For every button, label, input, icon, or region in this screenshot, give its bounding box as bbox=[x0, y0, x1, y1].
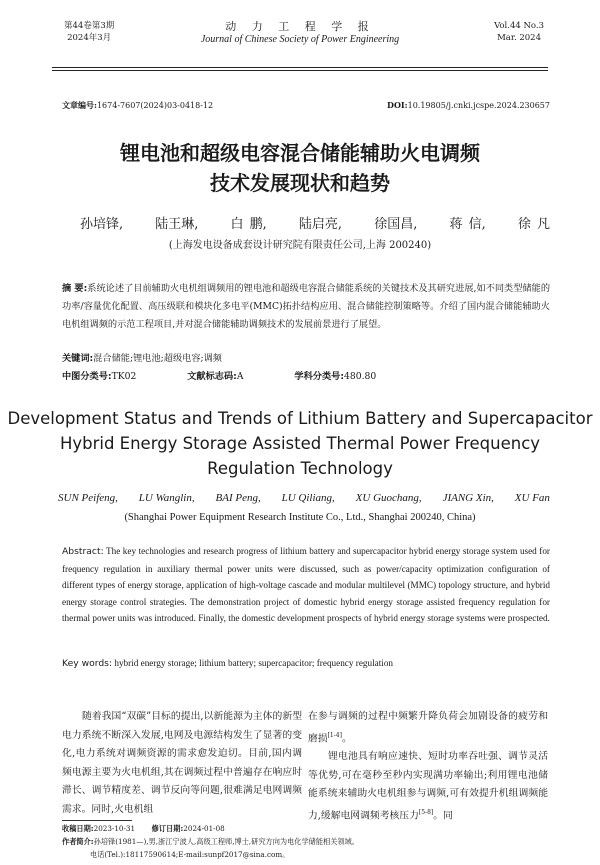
title-zh-line1: 锂电池和超级电容混合储能辅助火电调频 bbox=[120, 141, 480, 165]
volume-issue-en: Vol.44 No.3 bbox=[494, 21, 544, 31]
title-en-line1: Development Status and Trends of Lithium Battery and Supercapacitor bbox=[7, 409, 593, 428]
received-label: 收稿日期: bbox=[62, 824, 94, 833]
author-zh: 陆王琳, bbox=[155, 217, 199, 232]
keywords-en-text: hybrid energy storage; lithium battery; supercapacitor; frequency regulation bbox=[114, 658, 394, 668]
journal-name-zh: 动 力 工 程 学 报 bbox=[225, 20, 375, 33]
keywords-en-label: Key words: bbox=[62, 658, 113, 669]
body-paragraph bbox=[308, 708, 548, 748]
doc-code bbox=[187, 371, 243, 382]
footnote-contact: 电话(Tel.):18117590614;E-mail:sunpf2017@sina.com。 bbox=[90, 850, 290, 859]
author-info-label: 作者简介: bbox=[62, 837, 94, 846]
doi bbox=[387, 100, 550, 110]
author-zh: 徐 凡 bbox=[517, 217, 550, 232]
subject-code bbox=[294, 371, 376, 382]
author-en: LU Wanglin, bbox=[138, 492, 195, 504]
abstract-en-text: The key technologies and research progress of lithium battery and supercapacitor hybrid energy storage system used for frequency regulation in auxiliary thermal power units were discussed, such as power/capacity optimization configuration of different types of energy storage, application of high-voltage cascade and modular multilevel (MMC) topology structure, and hybrid energy storage control strategies. The demonstration project of domestic hybrid energy storage assisted frequency regulation for thermal power units was introduced. Finally, the domestic development prospects of hybrid energy storage systems were prospected. bbox=[62, 546, 550, 623]
clc bbox=[62, 371, 136, 382]
author-en: XU Guochang, bbox=[355, 492, 422, 504]
date-zh: 2024年3月 bbox=[67, 33, 112, 43]
abstract-zh bbox=[62, 280, 550, 334]
article-number bbox=[62, 100, 213, 111]
body-text: 在参与调频的过程中频繁升降负荷会加剧设备的疲劳和磨损 bbox=[308, 711, 548, 744]
body-text: 锂电池具有响应速快、短时功率吞吐强、调节灵活等优势,可在毫秒至秒内实现满功率输出;利用锂电池储能系统来辅助火电机组参与调频,可有效提升机组调频能力,缓解电网调频考核压力 bbox=[308, 751, 548, 822]
abstract-en bbox=[62, 543, 550, 627]
received-date: 2023-10-31 bbox=[93, 824, 136, 833]
citation: [5-8] bbox=[418, 808, 434, 816]
article-number-label: 文章编号: bbox=[62, 100, 97, 110]
revised-date: 2024-01-08 bbox=[183, 824, 225, 833]
title-en-line2: Hybrid Energy Storage Assisted Thermal Power Frequency bbox=[59, 434, 541, 453]
author-en: LU Qiliang, bbox=[281, 492, 335, 504]
citation: [1-4] bbox=[327, 731, 342, 739]
title-zh bbox=[0, 138, 600, 198]
footnote-rule bbox=[62, 820, 132, 821]
footnote-author bbox=[62, 837, 550, 847]
authors-zh bbox=[80, 213, 550, 232]
keywords-zh bbox=[62, 350, 222, 364]
body-text-end: 。同 bbox=[433, 810, 453, 822]
header-rule-thin bbox=[52, 70, 548, 71]
doc-code-label: 文献标志码: bbox=[187, 371, 237, 382]
abstract-en-label: Abstract: bbox=[62, 546, 104, 557]
abstract-zh-text: 系统论述了目前辅助火电机组调频用的锂电池和超级电容混合储能系统的关键技术及其研究进展,如不同类型储能的功率/容量优化配置、高压级联和模块化多电平(MMC)拓扑结构应用、混合储能控制策略等。介绍了国内混合储能辅助火电机组调频的示范工程项目,并对混合储能辅助调频技术的发展前景进行了展望。 bbox=[62, 283, 551, 330]
abstract-zh-label: 摘 要: bbox=[62, 283, 88, 294]
author-zh: 蒋 信, bbox=[449, 217, 486, 232]
article-number-value: 1674-7607(2024)03-0418-12 bbox=[96, 101, 214, 110]
classification bbox=[62, 368, 424, 382]
header-volume-en bbox=[494, 20, 544, 44]
body-column-left: 随着我国“双碳”目标的提出,以新能源为主体的新型电力系统不断深入发展,电网及电源结构发生了显著的变化,电力系统对调频资源的需求愈发迫切。目前,国内调频电源主要为火电机组,其在调频过程中普遍存在响应时滞长、调节精度差、调节反向等问题,很难满足电网调频需求。同时,火电机组 bbox=[62, 711, 302, 815]
keywords-zh-text: 混合储能;锂电池;超级电容;调频 bbox=[93, 353, 222, 364]
footnote-dates bbox=[62, 824, 550, 834]
author-zh: 孙培锋, bbox=[80, 217, 124, 232]
authors-en bbox=[58, 492, 550, 504]
keywords-en bbox=[62, 658, 393, 669]
journal-name-en: Journal of Chinese Society of Power Engineering bbox=[200, 34, 400, 45]
title-zh-line2: 技术发展现状和趋势 bbox=[210, 171, 390, 195]
title-en-line3: Regulation Technology bbox=[207, 459, 393, 478]
doi-value: 10.19805/j.cnki.jcspe.2024.230657 bbox=[407, 101, 550, 110]
author-zh: 陆启亮, bbox=[298, 217, 343, 232]
date-en: Mar. 2024 bbox=[497, 33, 541, 43]
clc-value: TK02 bbox=[111, 371, 137, 382]
author-zh: 白 鹏, bbox=[230, 217, 267, 232]
affiliation-zh: (上海发电设备成套设计研究院有限责任公司,上海 200240) bbox=[168, 240, 432, 251]
author-en: SUN Peifeng, bbox=[58, 492, 118, 504]
body-column-right bbox=[308, 708, 548, 826]
revised-label: 修订日期: bbox=[151, 824, 184, 833]
author-en: XU Fan bbox=[514, 492, 550, 504]
affiliation-en: (Shanghai Power Equipment Research Institute Co., Ltd., Shanghai 200240, China) bbox=[124, 512, 476, 523]
body-text-end: 。 bbox=[341, 732, 352, 744]
title-en bbox=[0, 406, 600, 481]
author-en: BAI Peng, bbox=[215, 492, 261, 504]
author-info: 孙培锋(1981—),男,浙江宁波人,高级工程师,博士,研究方向为电化学储能相关领域。 bbox=[93, 837, 359, 846]
keywords-zh-label: 关键词: bbox=[62, 353, 94, 364]
header-rule bbox=[52, 67, 548, 68]
subject-code-label: 学科分类号: bbox=[294, 371, 345, 382]
body-paragraph bbox=[308, 748, 548, 825]
volume-issue-zh: 第44卷第3期 bbox=[64, 21, 115, 31]
doi-label: DOI: bbox=[387, 100, 408, 110]
author-zh: 徐国昌, bbox=[374, 217, 418, 232]
doc-code-value: A bbox=[236, 371, 244, 382]
author-en: JIANG Xin, bbox=[442, 492, 494, 504]
clc-label: 中图分类号: bbox=[62, 371, 112, 382]
subject-code-value: 480.80 bbox=[344, 371, 377, 382]
